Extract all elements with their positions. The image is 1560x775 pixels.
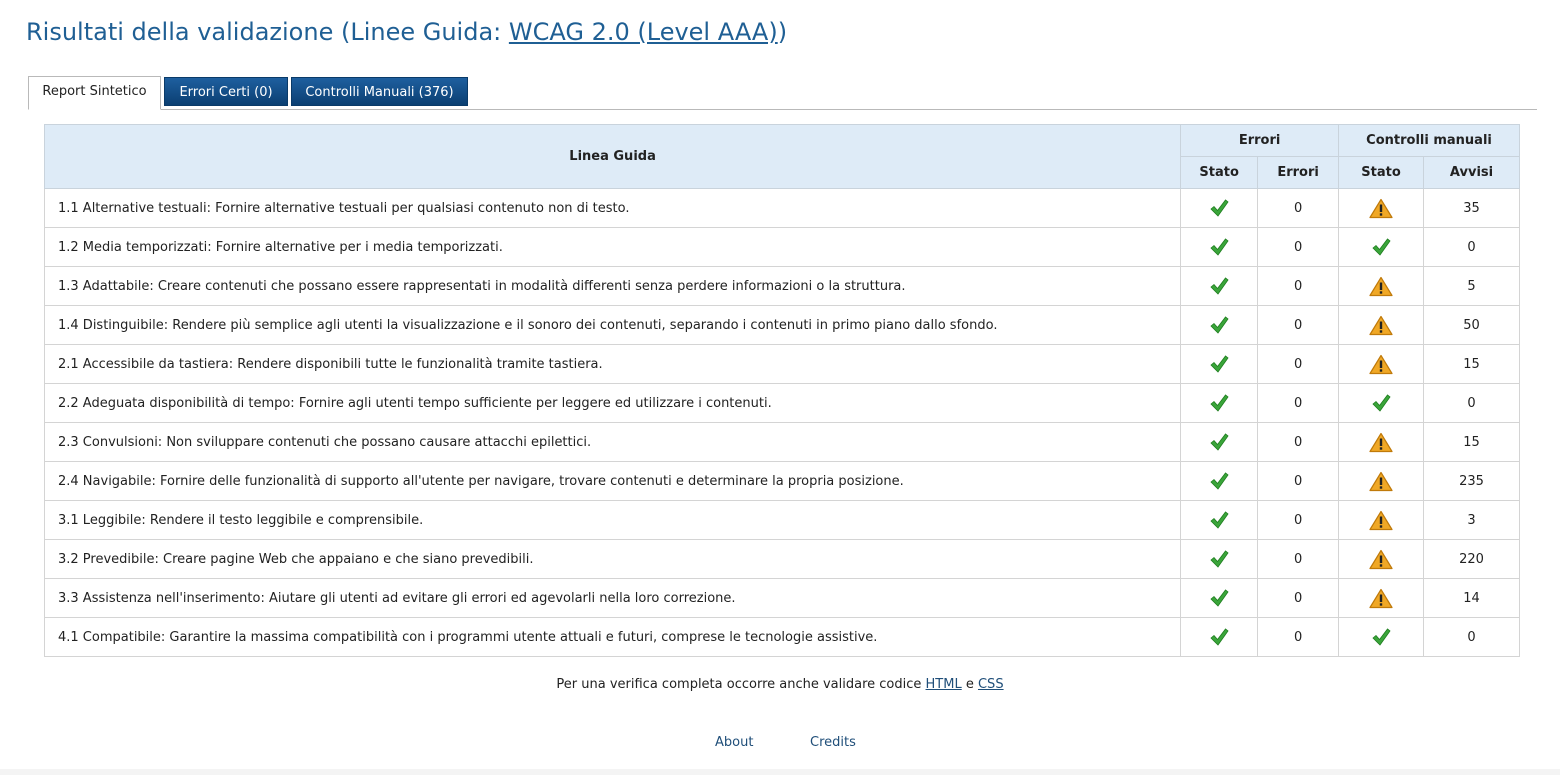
check-icon [1209,549,1229,569]
warning-icon [1369,549,1393,570]
manual-status-cell [1339,267,1424,306]
error-count: 0 [1258,423,1339,462]
footer-about-link[interactable]: About [715,735,754,750]
warning-icon [1369,432,1393,453]
tab-report-sintetico[interactable]: Report Sintetico [28,76,161,110]
manual-status-cell [1339,345,1424,384]
check-icon [1209,627,1229,647]
manual-status-cell [1339,423,1424,462]
table-row [45,384,1520,423]
warning-count: 14 [1424,579,1520,618]
header-group-controlli-manuali: Controlli manuali [1339,125,1520,157]
error-status-cell [1181,228,1258,267]
check-icon [1209,588,1229,608]
guideline-description: 2.1 Accessibile da tastiera: Rendere disponibili tutte le funzionalità tramite tastiera. [45,345,1181,384]
guideline-description: 2.4 Navigabile: Fornire delle funzionalità di supporto all'utente per navigare, trovare contenuti e determinare la propria posizione. [45,462,1181,501]
error-count: 0 [1258,384,1339,423]
error-count: 0 [1258,618,1339,657]
error-status-cell [1181,540,1258,579]
guideline-description: 1.1 Alternative testuali: Fornire alternative testuali per qualsiasi contenuto non di testo. [45,189,1181,228]
header-errori-stato: Stato [1181,157,1258,189]
table-row [45,423,1520,462]
guideline-description: 3.1 Leggibile: Rendere il testo leggibile e comprensibile. [45,501,1181,540]
manual-status-cell [1339,189,1424,228]
html-validator-link[interactable]: HTML [925,677,962,692]
validation-note [0,677,1560,692]
table-row [45,306,1520,345]
check-icon [1371,627,1391,647]
error-status-cell [1181,384,1258,423]
table-row [45,540,1520,579]
error-count: 0 [1258,345,1339,384]
check-icon [1209,471,1229,491]
check-icon [1209,432,1229,452]
error-status-cell [1181,501,1258,540]
footer-credits-link[interactable]: Credits [810,735,856,750]
check-icon [1209,354,1229,374]
table-row [45,618,1520,657]
guideline-description: 1.2 Media temporizzati: Fornire alternative per i media temporizzati. [45,228,1181,267]
error-count: 0 [1258,228,1339,267]
check-icon [1209,237,1229,257]
error-count: 0 [1258,267,1339,306]
check-icon [1209,276,1229,296]
tab-errori-certi[interactable]: Errori Certi (0) [164,77,288,106]
warning-count: 35 [1424,189,1520,228]
guideline-description: 1.4 Distinguibile: Rendere più semplice agli utenti la visualizzazione e il sonoro dei contenuti, separando i contenuti in primo piano dallo sfondo. [45,306,1181,345]
error-count: 0 [1258,306,1339,345]
check-icon [1371,393,1391,413]
error-status-cell [1181,618,1258,657]
guideline-description: 3.2 Prevedibile: Creare pagine Web che appaiano e che siano prevedibili. [45,540,1181,579]
table-row [45,189,1520,228]
manual-status-cell [1339,228,1424,267]
manual-status-cell [1339,501,1424,540]
check-icon [1209,510,1229,530]
manual-status-cell [1339,384,1424,423]
table-row [45,228,1520,267]
error-status-cell [1181,462,1258,501]
page-title-prefix: Risultati della validazione (Linee Guida: [26,18,509,46]
css-validator-link[interactable]: CSS [977,677,1004,692]
error-count: 0 [1258,579,1339,618]
warning-count: 220 [1424,540,1520,579]
table-row [45,345,1520,384]
table-row [45,462,1520,501]
warning-count: 3 [1424,501,1520,540]
table-row [45,267,1520,306]
warning-count: 50 [1424,306,1520,345]
page-title-suffix: ) [777,18,788,46]
error-status-cell [1181,306,1258,345]
guideline-description: 3.3 Assistenza nell'inserimento: Aiutare gli utenti ad evitare gli errori ed agevolarli nella loro correzione. [45,579,1181,618]
check-icon [1209,393,1229,413]
error-status-cell [1181,267,1258,306]
table-body [45,189,1520,657]
manual-status-cell [1339,579,1424,618]
manual-status-cell [1339,462,1424,501]
error-status-cell [1181,189,1258,228]
table-row [45,579,1520,618]
note-text: Per una verifica completa occorre anche validare codice [556,677,926,692]
header-avvisi: Avvisi [1424,157,1520,189]
error-status-cell [1181,579,1258,618]
warning-count: 15 [1424,345,1520,384]
summary-table [44,124,1520,657]
warning-count: 0 [1424,618,1520,657]
guideline-description: 2.3 Convulsioni: Non sviluppare contenuti che possano causare attacchi epilettici. [45,423,1181,462]
guideline-description: 4.1 Compatibile: Garantire la massima compatibilità con i programmi utente attuali e futuri, comprese le tecnologie assistive. [45,618,1181,657]
check-icon [1209,315,1229,335]
warning-count: 0 [1424,228,1520,267]
warning-icon [1369,588,1393,609]
tab-controlli-manuali[interactable]: Controlli Manuali (376) [291,77,468,106]
tab-bar [28,76,1538,110]
guideline-description: 1.3 Adattabile: Creare contenuti che possano essere rappresentati in modalità differenti senza perdere informazioni o la struttura. [45,267,1181,306]
warning-count: 0 [1424,384,1520,423]
page-title [26,18,787,46]
warning-icon [1369,471,1393,492]
error-count: 0 [1258,501,1339,540]
manual-status-cell [1339,618,1424,657]
warning-count: 5 [1424,267,1520,306]
warning-icon [1369,198,1393,219]
header-errori-count: Errori [1258,157,1339,189]
guideline-description: 2.2 Adeguata disponibilità di tempo: Fornire agli utenti tempo sufficiente per leggere ed utilizzare i contenuti. [45,384,1181,423]
header-group-errori: Errori [1181,125,1339,157]
check-icon [1209,198,1229,218]
warning-icon [1369,354,1393,375]
guideline-link[interactable]: WCAG 2.0 (Level AAA) [508,18,778,46]
warning-icon [1369,315,1393,336]
warning-count: 235 [1424,462,1520,501]
warning-count: 15 [1424,423,1520,462]
header-linea-guida: Linea Guida [45,125,1181,189]
table-row [45,501,1520,540]
error-count: 0 [1258,189,1339,228]
header-manual-stato: Stato [1339,157,1424,189]
check-icon [1371,237,1391,257]
manual-status-cell [1339,306,1424,345]
error-status-cell [1181,423,1258,462]
warning-icon [1369,510,1393,531]
error-count: 0 [1258,540,1339,579]
error-status-cell [1181,345,1258,384]
error-count: 0 [1258,462,1339,501]
warning-icon [1369,276,1393,297]
note-and: e [961,677,978,692]
manual-status-cell [1339,540,1424,579]
bottom-bar [0,769,1560,775]
